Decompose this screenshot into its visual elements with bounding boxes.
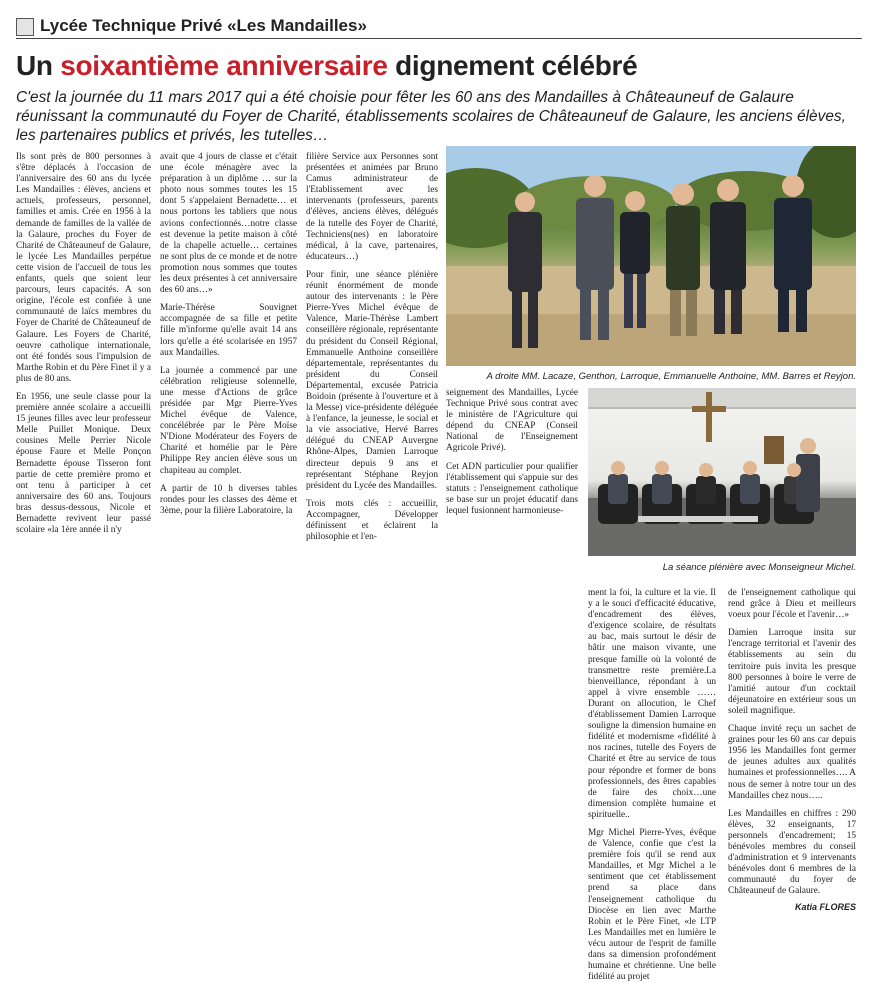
author-signature: Katia FLORES xyxy=(794,902,856,912)
paragraph: Marie-Thérèse Souvignet accompagnée de sa fille et petite fille m'informe qu'elle avait 14 ans lors qu'elle a été scolarisée en 1957 aux Mandailles. xyxy=(160,303,297,358)
paragraph: Mgr Michel Pierre-Yves, évêque de Valence, confie que c'est la première fois qu'il se rend aux Mandailles, et Mgr Michel a le sentiment que cet établissement prend sa place dans l'enseignement catholique du Diocèse en lien avec Marthe Robin et le Père Finet, «le LTP Les Mandailles met en lumière le vécu autour de l'esprit de famille dans sa dimension profondément humaine et chrétienne. Une belle fidélité au projet xyxy=(588,827,716,983)
paragraph: seignement des Mandailles, Lycée Technique Privé sous contrat avec le ministère de l'Agriculture qui dépend du CNEAP (Conseil National de l'Enseignement Agricole Privé). xyxy=(446,388,578,454)
group-photo-caption: A droite MM. Lacaze, Genthon, Larroque, Emmanuelle Anthoine, MM. Barres et Reyjon. xyxy=(486,371,856,382)
paragraph: avait que 4 jours de classe et c'était une école ménagère avec la préparation à un diplôme … sur la photo nous sommes toutes les 15 dont 5 s'appelaient Bernadette… et nous portons les tabliers que nous avions confectionnés…notre classe est devenue la petite maison à côté de la chapelle actuelle… certaines ne sont plus de ce monde et de notre promotion nous sommes que toutes les deux présentes à cet anniversaire des 60 ans…» xyxy=(160,152,297,296)
publication-name: Lycée Technique Privé «Les Mandailles» xyxy=(40,16,367,35)
header-rule xyxy=(16,38,862,39)
title-after: dignement célébré xyxy=(387,50,638,81)
paragraph: de l'enseignement catholique qui rend grâce à Dieu et meilleurs voeux pour l'école et l'avenir…» xyxy=(728,588,856,621)
group-photo-illustration xyxy=(446,146,856,366)
paragraph: Chaque invité reçu un sachet de graines pour les 60 ans car depuis 1956 les Mandailles font germer de jeunes adultes aux qualités humaines et professionnelles…. A nous de semer à notre tour un des Mandailles chez nous….. xyxy=(728,724,856,801)
paragraph: Ils sont près de 800 personnes à s'être déplacés à l'occasion de l'anniversaire des 60 ans du lycée Les Mandailles : élèves, anciens et actuels, professeurs, personnel, familles et amis. Crée en 1956 à la demande de familles de la vallée de la Galaure, proches du Foyer de Charité de Châteauneuf de Galaure, le lycée Les Mandailles perpétue cette vision de l'accueil de tous les enfants, quels que soient leur parcours, leurs capacités. A son origine, l'école est confiée à une communauté de laïcs membres du Foyer de Charité de Châteauneuf de Galaure. Les Foyers de Charité, oeuvre catholique internationale, ont été fondés sous l'impulsion de Marthe Robin et du Père Finet il y a plus de 80 ans. xyxy=(16,152,151,384)
text-column-5 xyxy=(588,588,716,990)
paragraph: A partir de 10 h diverses tables rondes pour les classes des 4ème et 3ème, pour la filière Laboratoire, la xyxy=(160,483,297,516)
text-column-1 xyxy=(16,152,151,543)
paragraph: Pour finir, une séance plénière réunit énormément de monde autour des intervenants : le Père Pierre-Yves Michel évêque de Valence, Marie-Thérèse Lambert conseillère régionale, représentante du président du Conseil Régional, Emmanuelle Anthoine conseillère départementale, représentantes du président du Conseil Départemental, excusée Patricia Boidoin (présente à l'ouverture et à la Messe) vice-présidente déléguée à l'enfance, la jeunesse, le social et la vie associative, Hervé Barres délégué du CNEAP Auvergne Rhône-Alpes, Damien Larroque directeur depuis 9 ans et représentant Stéphane Reyjon président du Lycée des Mandailles. xyxy=(306,269,438,491)
plenary-photo xyxy=(588,388,856,556)
plenary-photo-caption: La séance plénière avec Monseigneur Michel. xyxy=(662,562,856,573)
plenary-photo-illustration xyxy=(588,388,856,556)
title-highlight: soixantième anniversaire xyxy=(60,50,388,81)
paragraph: Trois mots clés : accueillir, Accompagner, Développer définissent et éclairent la philosophie et l'en- xyxy=(306,498,438,543)
text-column-2 xyxy=(160,152,297,524)
paragraph: En 1956, une seule classe pour la première année scolaire a accueilli 15 jeunes filles avec leur professeur Melle Puillet Monique. Deux cousines Melle Perrier Nicole épouse Faure et Melle Ponçon Bernadette épouse Tisseron font partie de cette première promo et ont tenu à participer à cet anniversaire des 60 ans. Toujours bras dessus-dessous, Nicole et Bernadette revivent leur passé scolaire «la 1ère année il n'y xyxy=(16,391,151,536)
paragraph: Les Mandailles en chiffres : 290 élèves, 32 enseignants, 17 personnels d'encadrement; 15 bénévoles membres du conseil d'administration et 9 intervenants bénévoles dont 6 membres de la communauté du foyer de Châteauneuf de Galaure. xyxy=(728,808,856,897)
paragraph: ment la foi, la culture et la vie. Il y a le souci d'efficacité éducative, d'encadrement des élèves, d'exigence scolaire, de résultats au bac, mais surtout le désir de bâtir une maison vivante, une presque famille où la volonté de transmettre reste première.La bienveillance, répondant à un appel à vivre ensemble ……Durant on allocution, le Chef d'établissement Damien Larroque souligne la dimension humaine en fidélité et modernisme «fidélité à nos racines, tutelle des Foyers de Charité et être au service de tous pour répondre et former de bons professionnels, des êtres capables de faire des choix…une dimension complète humaine et spirituelle.. xyxy=(588,588,716,820)
article-title xyxy=(16,50,862,82)
title-before: Un xyxy=(16,50,61,81)
publication-header xyxy=(16,16,862,40)
paragraph: Damien Larroque insita sur l'encrage territorial et l'avenir des établissements au sein du territoire puis invita les presque 800 personnes à boire le verre de l'amitié autour d'un cocktail déjeunatoire en extérieur sous un soleil magnifique. xyxy=(728,628,856,716)
text-column-4 xyxy=(446,388,578,524)
header-square-icon xyxy=(16,18,34,36)
article-lede: C'est la journée du 11 mars 2017 qui a été choisie pour fêter les 60 ans des Mandailles à Châteauneuf de Galaure réunissant la communauté du Foyer de Charité, établissements scolaires de Châteauneuf de Galaure, les anciens élèves, les partenaires publics et privés, les tutelles… xyxy=(16,89,846,144)
paragraph: Cet ADN particulier pour qualifier l'établissement qui s'appuie sur des statuts : l'enseignement catholique se base sur un projet éducatif dans lequel fusionnent harmonieuse- xyxy=(446,461,578,516)
paragraph: La journée a commencé par une célébration religieuse solennelle, une messe d'Actions de grâce présidée par Mgr Pierre-Yves Michel évêque de Valence, concélébrée par le Père Moïse N'Dione Modérateur des Foyers de Charité et homélie par le Père Philippe Rey ancien élève sous un chapiteau au complet. xyxy=(160,365,297,476)
text-column-6 xyxy=(728,588,856,904)
group-photo xyxy=(446,146,856,366)
text-column-3 xyxy=(306,152,438,550)
paragraph: filière Service aux Personnes sont présentées et animées par Bruno Camus administrateur de l'Etablissement avec les intervenants (professeurs, parents d'élèves, anciens élèves, délégués de la tutelle des Foyer de Charité, Techniciens(nes) en laboratoire médical, à la cave, partenaires, éducateurs…) xyxy=(306,152,438,262)
